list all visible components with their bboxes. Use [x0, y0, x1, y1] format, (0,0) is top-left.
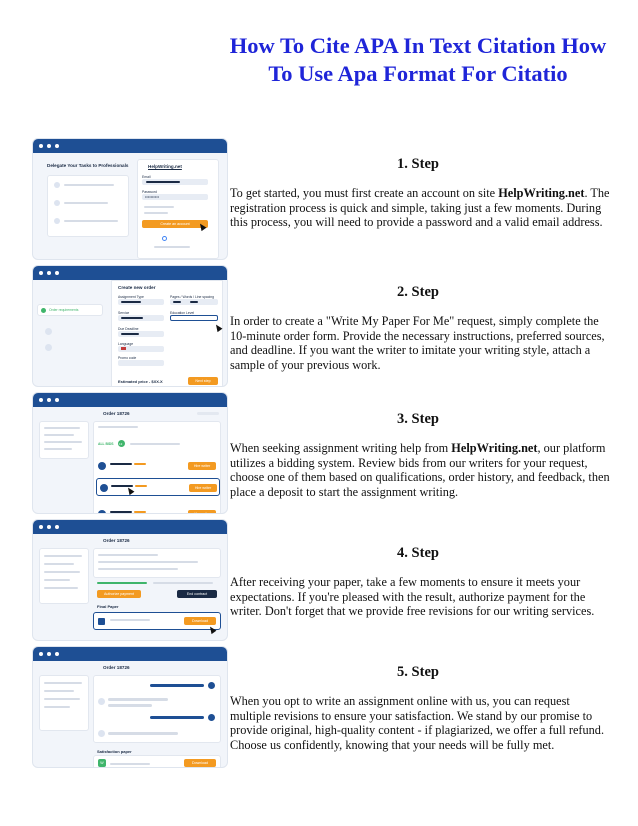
- writer-avatar: [98, 510, 106, 514]
- form-title: Create new order: [118, 285, 156, 290]
- word-file-icon: W: [98, 759, 106, 767]
- step-5-text: When you opt to write an assignment online with us, you can request multiple revisions to ensure your satisfaction. We stand by our promise to provide original, high-quality content - if plagiarized, we offer a full refund. Choose us confidently, knowing that your needs will be fully met.: [230, 694, 605, 752]
- assignment-type-select[interactable]: [118, 299, 164, 305]
- hire-writer-button[interactable]: Hire writer: [188, 510, 216, 514]
- step-4-screenshot: [32, 519, 228, 641]
- brand-link[interactable]: HelpWriting.net: [451, 441, 538, 455]
- create-account-button[interactable]: Create an account: [142, 220, 208, 228]
- step-3-screenshot: [32, 392, 228, 514]
- order-title: Order 18726: [103, 411, 130, 416]
- writer-avatar: [100, 484, 108, 492]
- authorize-payment-button[interactable]: Authorize payment: [97, 590, 141, 598]
- order-title: Order 18726: [103, 538, 130, 543]
- order-form: Create new order Assignment Type Pages / Words / Line spacing Service Education Level Due Deadline Language Promo code Estimated price - $XX.X Next step: [111, 280, 223, 387]
- user-avatar: [208, 682, 215, 689]
- writer-avatar: [98, 462, 106, 470]
- writer-avatar: [98, 730, 105, 737]
- delegate-title: Delegate Your Tasks to Professionals: [47, 163, 129, 168]
- google-icon[interactable]: [162, 236, 167, 241]
- step-4-text: After receiving your paper, take a few moments to ensure it meets your expectations. If you're pleased with the result, authorize payment for the writer. Don't forget that we provide free revisions for our writing services.: [230, 575, 595, 619]
- final-paper-label: Final Paper: [97, 604, 119, 609]
- selected-bid[interactable]: [96, 478, 220, 496]
- file-icon: [98, 618, 105, 625]
- satisfaction-file[interactable]: [93, 755, 221, 768]
- language-select[interactable]: [118, 346, 164, 352]
- email-field[interactable]: [142, 179, 208, 185]
- user-avatar: [208, 714, 215, 721]
- step-3-heading: 3. Step: [397, 411, 439, 427]
- step-1-heading: 1. Step: [397, 156, 439, 172]
- writer-avatar: [98, 698, 105, 705]
- order-details: [39, 548, 89, 604]
- pages-stepper[interactable]: [170, 299, 218, 305]
- hire-writer-button[interactable]: Hire writer: [189, 484, 217, 492]
- window-controls: [33, 266, 227, 280]
- estimated-price: Estimated price - $XX.X: [118, 379, 163, 384]
- final-paper-file[interactable]: [93, 612, 221, 630]
- flag-icon: [121, 347, 126, 350]
- page-title: How To Cite APA In Text Citation How To Use Apa Format For Citatio: [229, 33, 607, 86]
- order-details: [39, 675, 89, 731]
- download-button[interactable]: Download: [184, 759, 216, 767]
- step-5-heading: 5. Step: [397, 664, 439, 680]
- bids-count-badge: 13: [118, 440, 125, 447]
- step-2-screenshot: [32, 265, 228, 387]
- order-summary: [93, 548, 221, 578]
- end-contract-button[interactable]: End contract: [177, 590, 217, 598]
- next-step-button[interactable]: Next step: [188, 377, 218, 385]
- window-controls: [33, 647, 227, 661]
- step-4-heading: 4. Step: [397, 545, 439, 561]
- step-1-screenshot: [32, 138, 228, 260]
- order-details: [39, 421, 89, 459]
- features-card: [47, 175, 129, 237]
- step-1-text: To get started, you must first create an account on site HelpWriting.net. The registration process is quick and simple, taking just a few moments. During this process, you will need to provide a password and a valid email address.: [230, 186, 610, 230]
- window-controls: [33, 520, 227, 534]
- satisfaction-label: Satisfaction paper: [97, 749, 132, 754]
- service-select[interactable]: [118, 315, 164, 321]
- brand-link[interactable]: HelpWriting.net: [498, 186, 585, 200]
- deadline-select[interactable]: [118, 331, 164, 337]
- education-select[interactable]: [170, 315, 218, 321]
- sidebar-item-requirements[interactable]: Order requirements: [37, 304, 103, 316]
- brand-logo: HelpWriting.net: [148, 164, 182, 169]
- window-controls: [33, 393, 227, 407]
- step-2-heading: 2. Step: [397, 284, 439, 300]
- step-2-text: In order to create a "Write My Paper For Me" request, simply complete the 10-minute order form. Provide the necessary instructions, preferred sources, and deadline. If you want the writer to imitate your writing style, attach a sample of your previous work.: [230, 314, 605, 372]
- download-button[interactable]: Download: [184, 617, 216, 625]
- order-title: Order 18726: [103, 665, 130, 670]
- chat-panel: [93, 675, 221, 743]
- signup-card: HelpWriting.net Email Password •••••••••• Create an account: [137, 159, 219, 259]
- hire-writer-button[interactable]: Hire writer: [188, 462, 216, 470]
- bids-panel: ALL BIDS 13 Hire writer Hire writer Hire writer: [93, 421, 221, 514]
- step-3-text: When seeking assignment writing help from HelpWriting.net, our platform utilizes a bidding system. Review bids from our writers for your request, choose one of them based on qualifications, order history, and feedback, then place a deposit to start the assignment writing.: [230, 441, 610, 499]
- promo-code-input[interactable]: [118, 360, 164, 366]
- window-controls: [33, 139, 227, 153]
- step-5-screenshot: [32, 646, 228, 768]
- password-field[interactable]: ••••••••••: [142, 194, 208, 200]
